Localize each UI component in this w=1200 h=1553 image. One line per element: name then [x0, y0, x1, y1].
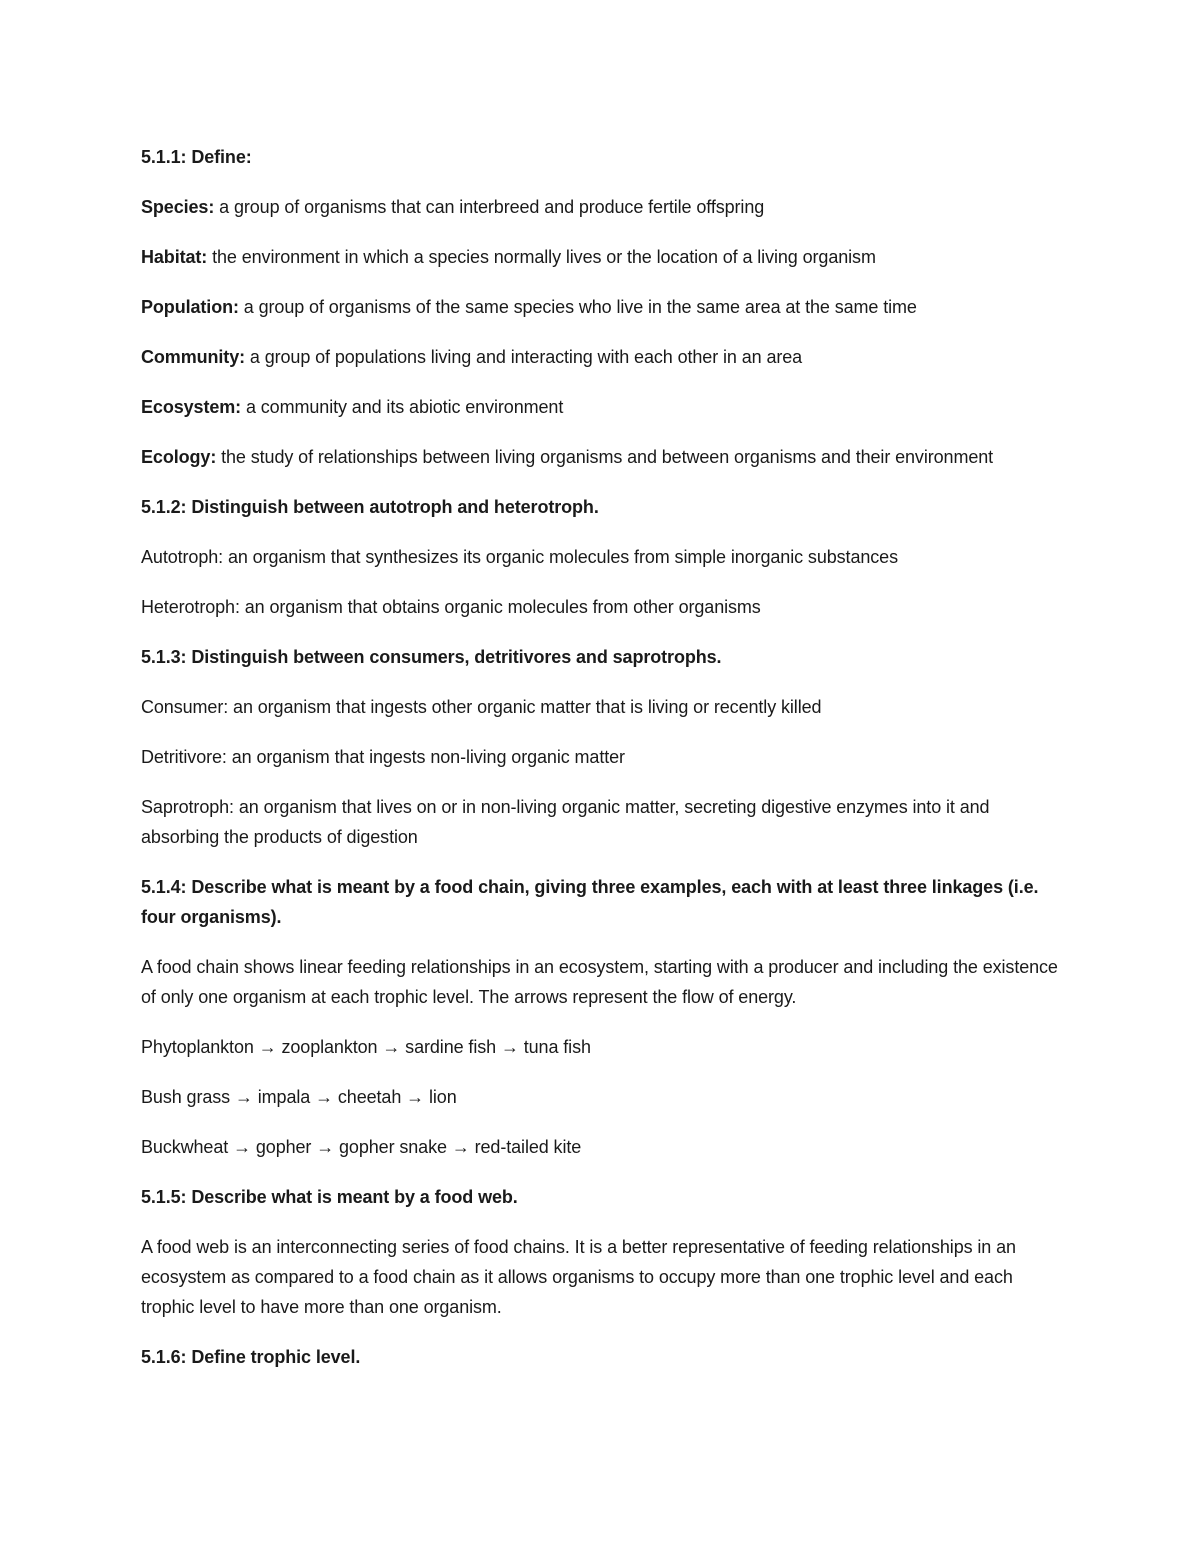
- definition-ecosystem: [141, 392, 1061, 422]
- chain3-organism: Buckwheat: [141, 1137, 234, 1157]
- chain1-organism: Phytoplankton: [141, 1037, 259, 1057]
- chain3-organism: gopher: [250, 1137, 317, 1157]
- term-species: Species:: [141, 197, 215, 217]
- heading-5-1-5: 5.1.5: Describe what is meant by a food web.: [141, 1187, 518, 1207]
- right-arrow-icon: →: [234, 1087, 253, 1107]
- chain3-organism: red-tailed kite: [469, 1137, 582, 1157]
- chain2-organism: impala: [252, 1087, 316, 1107]
- definition-autotroph: Autotroph: an organism that synthesizes its organic molecules from simple inorganic substances: [141, 547, 898, 567]
- definition-consumer: Consumer: an organism that ingests other organic matter that is living or recently killed: [141, 697, 822, 717]
- right-arrow-icon: →: [382, 1037, 401, 1057]
- term-ecology: Ecology:: [141, 447, 217, 467]
- chain3-organism: gopher snake: [334, 1137, 452, 1157]
- def-species: a group of organisms that can interbreed and produce fertile offspring: [214, 197, 765, 217]
- chain1-organism: zooplankton: [276, 1037, 383, 1057]
- definition-species: [141, 192, 1061, 222]
- food-chain-description: A food chain shows linear feeding relationships in an ecosystem, starting with a producer and including the existence of only one organism at each trophic level. The arrows represent the flow of energy.: [141, 957, 1058, 1007]
- right-arrow-icon: →: [258, 1037, 277, 1057]
- heading-5-1-6: 5.1.6: Define trophic level.: [141, 1347, 361, 1367]
- chain2-organism: Bush grass: [141, 1087, 235, 1107]
- term-population: Population:: [141, 297, 239, 317]
- heading-5-1-2: 5.1.2: Distinguish between autotroph and heterotroph.: [141, 497, 599, 517]
- definition-ecology: [141, 442, 1061, 472]
- food-chain-example-2: [141, 1082, 1061, 1112]
- term-ecosystem: Ecosystem:: [141, 397, 242, 417]
- right-arrow-icon: →: [406, 1087, 425, 1107]
- heading-5-1-4: 5.1.4: Describe what is meant by a food chain, giving three examples, each with at least three linkages (i.e. four organisms).: [141, 877, 1039, 927]
- definition-habitat: [141, 242, 1061, 272]
- right-arrow-icon: →: [316, 1137, 335, 1157]
- document-page: [141, 142, 1061, 1392]
- food-web-description: A food web is an interconnecting series of food chains. It is a better representative of feeding relationships in an ecosystem as compared to a food chain as it allows organisms to occupy more than one trophic level and each trophic level to have more than one organism.: [141, 1237, 1016, 1317]
- def-community: a group of populations living and interacting with each other in an area: [245, 347, 803, 367]
- chain2-organism: lion: [424, 1087, 457, 1107]
- def-habitat: the environment in which a species normally lives or the location of a living organism: [207, 247, 876, 267]
- right-arrow-icon: →: [451, 1137, 470, 1157]
- chain1-organism: tuna fish: [518, 1037, 591, 1057]
- chain1-organism: sardine fish: [400, 1037, 501, 1057]
- definition-heterotroph: Heterotroph: an organism that obtains organic molecules from other organisms: [141, 597, 761, 617]
- heading-5-1-3: 5.1.3: Distinguish between consumers, detritivores and saprotrophs.: [141, 647, 722, 667]
- definition-population: [141, 292, 1061, 322]
- term-community: Community:: [141, 347, 245, 367]
- definition-community: [141, 342, 1061, 372]
- term-habitat: Habitat:: [141, 247, 208, 267]
- definition-detritivore: Detritivore: an organism that ingests non-living organic matter: [141, 747, 625, 767]
- def-ecology: the study of relationships between living organisms and between organisms and their environment: [216, 447, 994, 467]
- food-chain-example-3: [141, 1132, 1061, 1162]
- def-ecosystem: a community and its abiotic environment: [241, 397, 564, 417]
- right-arrow-icon: →: [233, 1137, 251, 1157]
- def-population: a group of organisms of the same species who live in the same area at the same time: [238, 297, 917, 317]
- definition-saprotroph: Saprotroph: an organism that lives on or in non-living organic matter, secreting digestive enzymes into it and absorbing the products of digestion: [141, 797, 990, 847]
- food-chain-example-1: [141, 1032, 1061, 1062]
- right-arrow-icon: →: [500, 1037, 519, 1057]
- heading-5-1-1: 5.1.1: Define:: [141, 147, 252, 167]
- chain2-organism: cheetah: [333, 1087, 407, 1107]
- right-arrow-icon: →: [315, 1087, 333, 1107]
